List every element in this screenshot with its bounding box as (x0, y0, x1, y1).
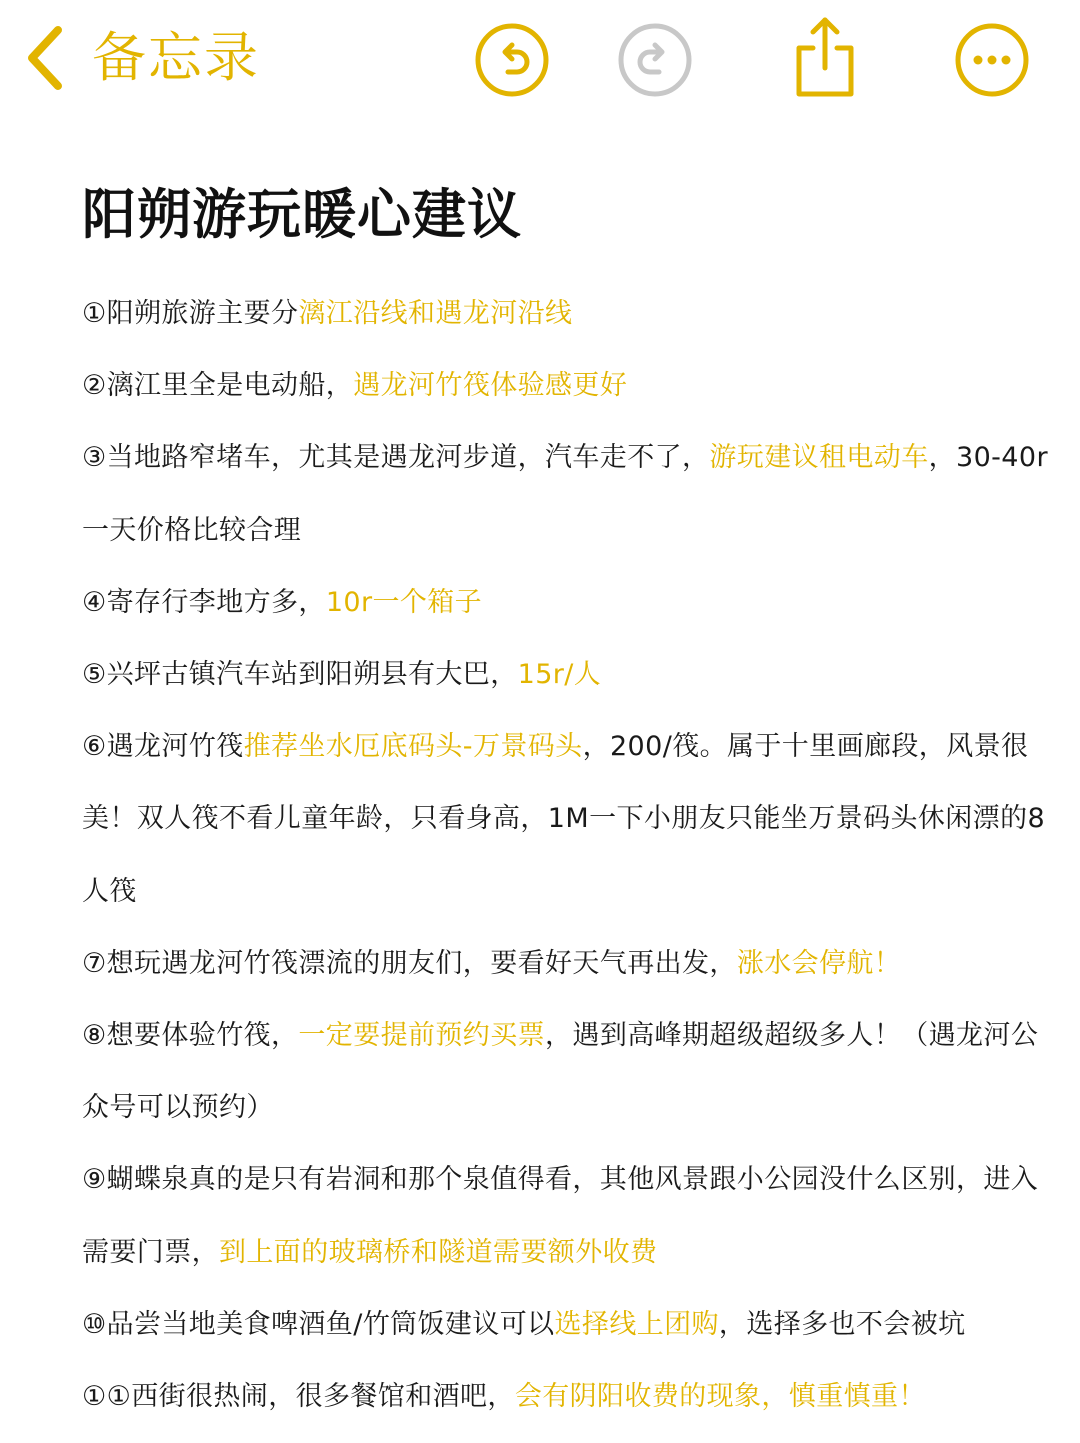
item-text: ⑨蝴蝶泉真的是只有岩洞和那个泉值得看，其他风景跟小公园没什么区别，进入需要门票， (82, 1164, 1039, 1268)
item-text-tail: ，200/筏。属于十里画廊段，风景很美！双人筏不看儿童年龄，只看身高，1M一下小朋友只能坐万景码头休闲漂的8人筏 (82, 731, 1046, 907)
back-label: 备忘录 (92, 26, 260, 89)
item-highlight: 选择线上团购 (554, 1308, 719, 1340)
item-text: ⑦想玩遇龙河竹筏漂流的朋友们，要看好天气再出发， (82, 947, 737, 979)
item-text: ①①西街很热闹，很多餐馆和酒吧， (82, 1381, 515, 1413)
toolbar (0, 0, 1080, 120)
item-text: ⑩品尝当地美食啤酒鱼/竹筒饭建议可以 (82, 1308, 555, 1340)
item-text-tail: ，遇到高峰期超级超级多人！（遇龙河公众号可以预约） (82, 1020, 1039, 1124)
item-text: ⑧想要体验竹筏， (82, 1020, 299, 1052)
item-highlight: 游玩建议租电动车 (709, 442, 929, 474)
item-text-tail: ，30-40r一天价格比较合理 (82, 442, 1048, 546)
list-item (82, 1361, 1057, 1433)
item-text: ⑤兴坪古镇汽车站到阳朔县有大巴， (82, 659, 518, 691)
item-highlight: 遇龙河竹筏体验感更好 (353, 370, 628, 402)
list-item (82, 350, 1057, 422)
note-title: 阳朔游玩暖心建议 (82, 183, 522, 246)
item-highlight: 涨水会停航！ (736, 947, 902, 979)
item-highlight: 推荐坐水厄底码头-万景码头 (243, 731, 583, 763)
share-button[interactable] (787, 14, 863, 90)
chevron-left-icon (22, 22, 66, 94)
back-button[interactable] (22, 22, 260, 94)
redo-icon (617, 22, 693, 98)
item-highlight: 一定要提前预约买票 (298, 1020, 546, 1052)
item-highlight: 会有阴阳收费的现象，慎重慎重！ (514, 1381, 926, 1413)
item-text-tail: ，选择多也不会被坑 (718, 1308, 966, 1340)
undo-icon (474, 22, 550, 98)
item-text: ②漓江里全是电动船， (82, 370, 354, 402)
list-item (82, 711, 1057, 928)
list-item (82, 1289, 1057, 1361)
item-highlight: 到上面的玻璃桥和隧道需要额外收费 (219, 1236, 658, 1268)
item-text: ⑥遇龙河竹筏 (82, 731, 244, 763)
list-item (82, 1000, 1057, 1144)
more-button[interactable] (954, 22, 1030, 98)
tips-list (82, 278, 1057, 1433)
item-text: ④寄存行李地方多， (82, 586, 326, 618)
redo-button[interactable] (617, 22, 693, 98)
list-item (82, 928, 1057, 1000)
list-item (82, 639, 1057, 711)
item-text: ①阳朔旅游主要分 (82, 298, 299, 329)
list-item (82, 1144, 1057, 1288)
list-item (82, 567, 1057, 639)
item-text: ③当地路窄堵车，尤其是遇龙河步道，汽车走不了， (82, 442, 710, 474)
item-highlight: 漓江沿线和遇龙河沿线 (298, 298, 573, 329)
list-item (82, 422, 1057, 566)
share-icon (787, 14, 863, 100)
list-item (82, 278, 1057, 350)
more-icon (954, 22, 1030, 98)
undo-button[interactable] (474, 22, 550, 98)
item-highlight: 15r/人 (517, 659, 602, 691)
note-body[interactable] (82, 170, 1057, 1433)
item-highlight: 10r一个箱子 (325, 586, 483, 618)
